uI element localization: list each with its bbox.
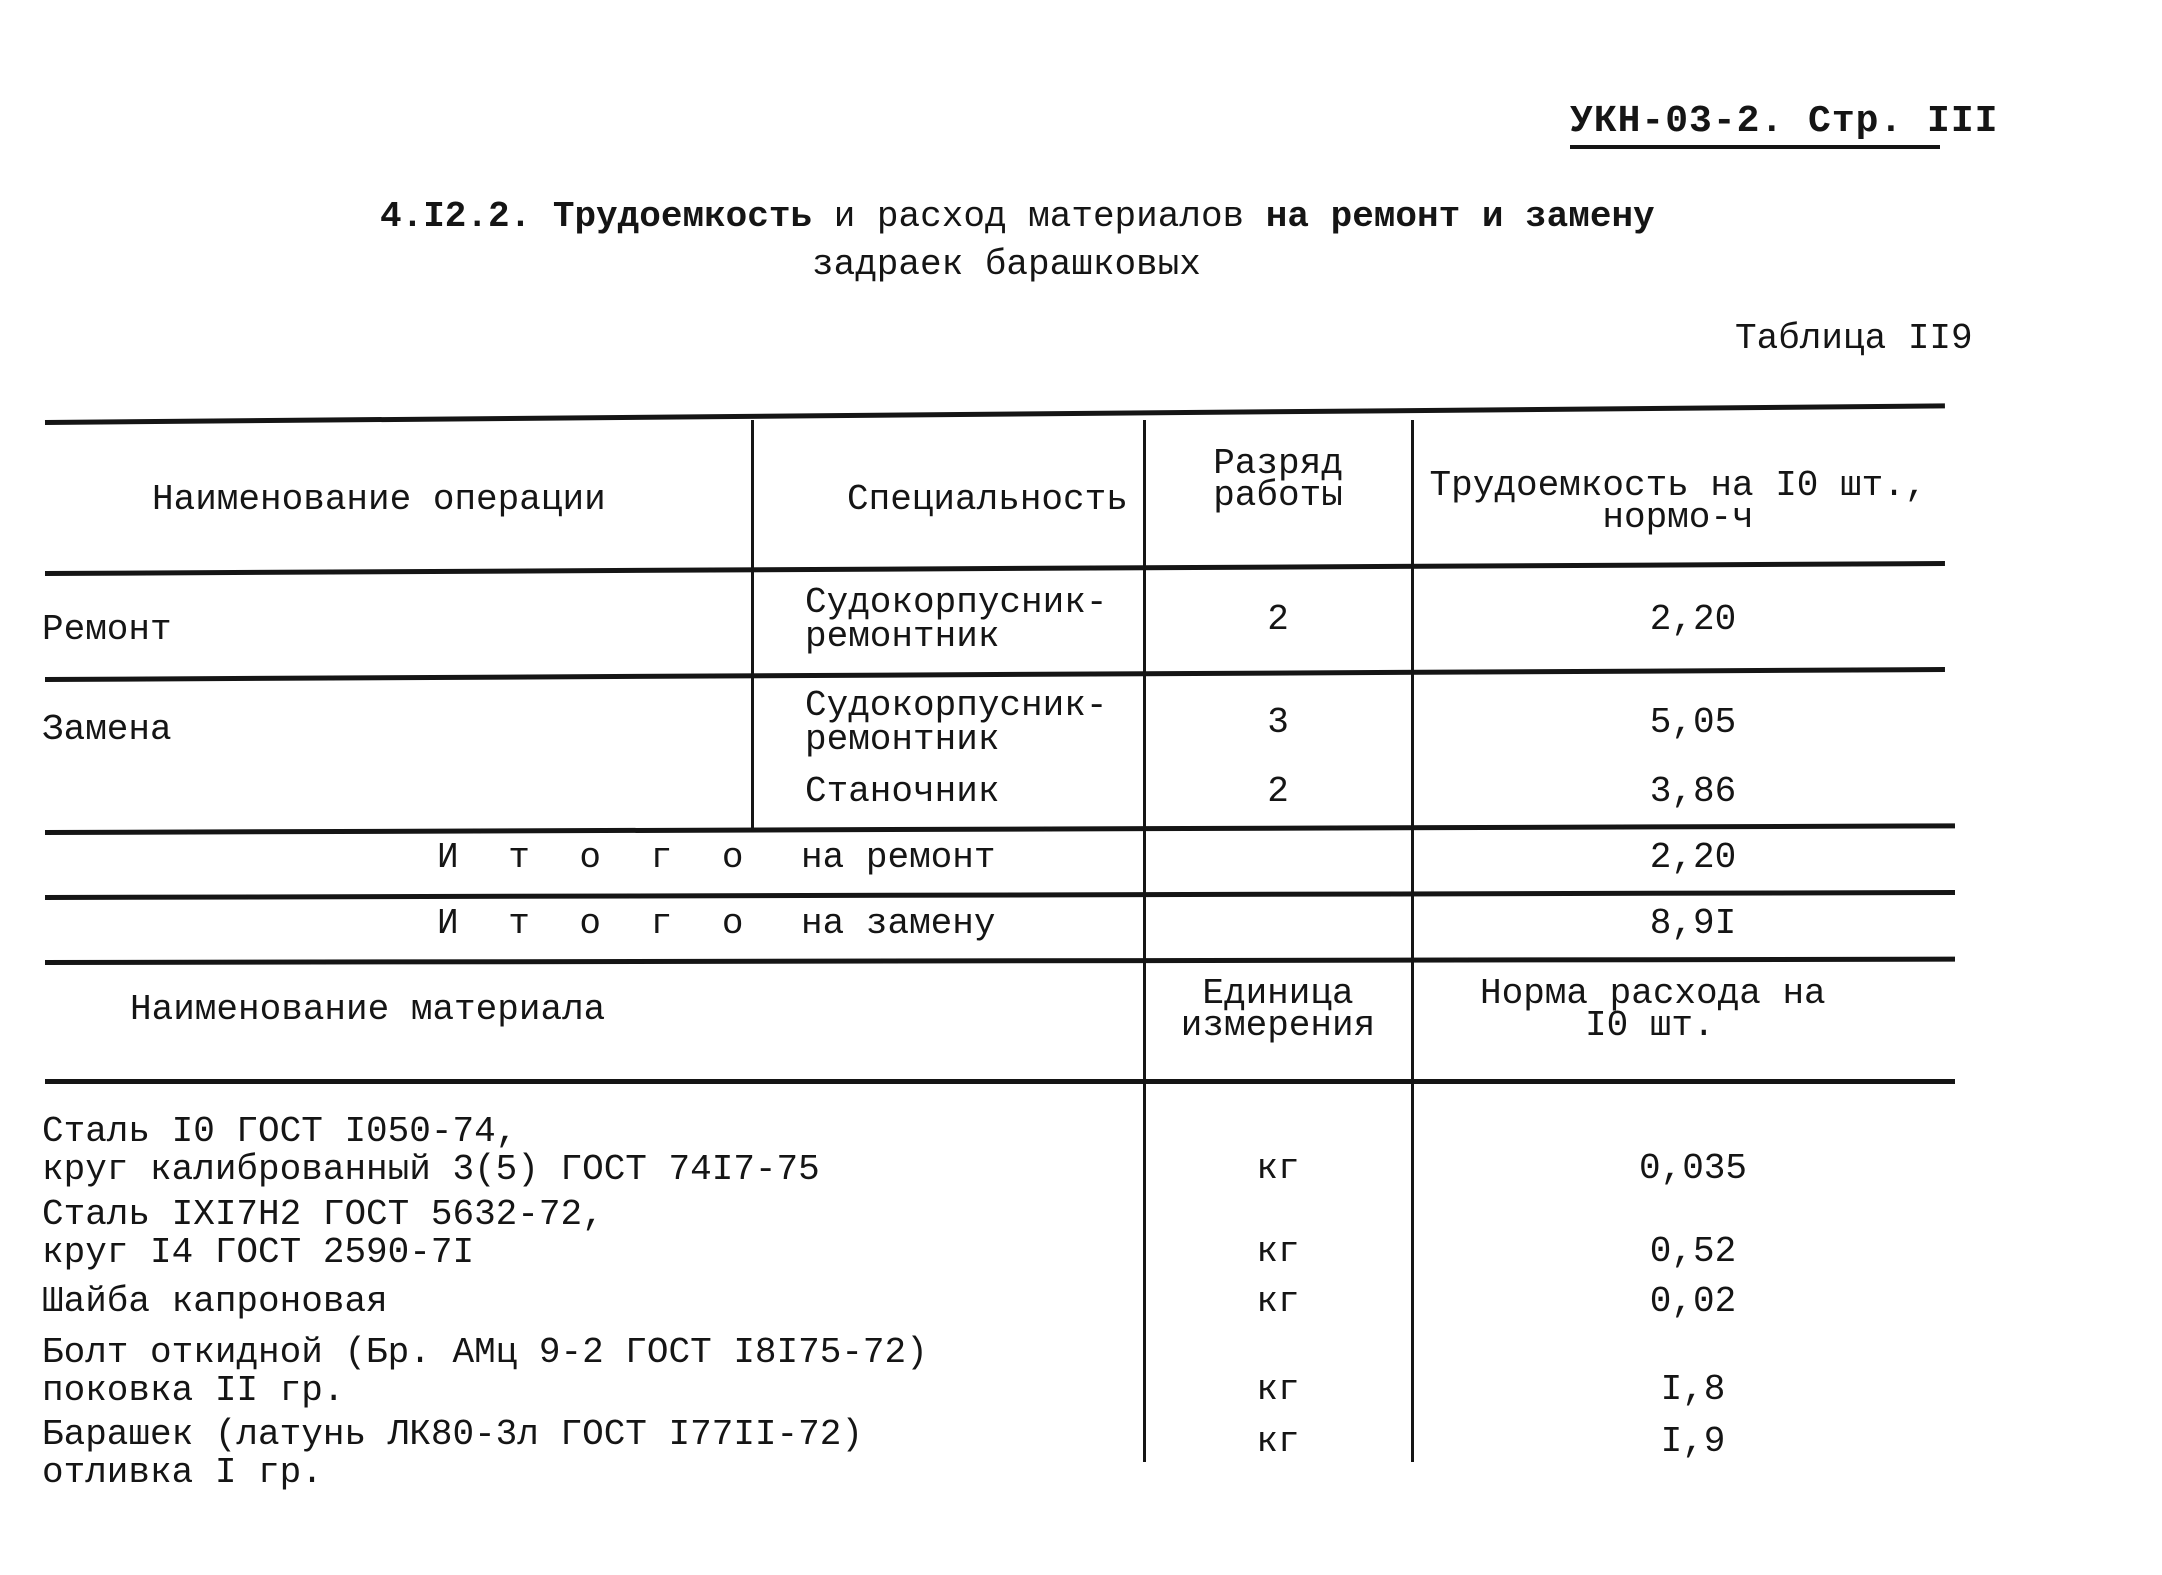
section-title-line2: задраек барашковых [812,244,1201,285]
section-number: 4.I2.2. [380,196,532,237]
material-row-2-line1: Сталь IXI7Н2 ГОСТ 5632-72, [42,1194,604,1235]
total-repair-label-spaced: И т о г о [437,837,758,878]
row-specialty-replace [805,685,1108,760]
header-specialty: Специальность [847,479,1128,520]
row-grade-replace: 3 [1267,702,1289,743]
material-row-4-norm: I,8 [1660,1369,1726,1410]
total2-bottom-rule [45,957,1955,965]
row1-bottom-rule [45,667,1945,682]
row-specialty-machinist: Станочник [805,771,1000,812]
row-specialty-replace-line1: Судокорпусник- [805,685,1108,726]
section-title [380,196,1655,237]
row-specialty-replace-line2: ремонтник [805,719,1000,760]
total-repair-label-rest: на ремонт [801,837,996,878]
col1-divider [751,420,754,830]
row-specialty-repair [805,582,1108,657]
row-labor-machinist: 3,86 [1649,771,1737,812]
row-specialty-repair-line1: Судокорпусник- [805,582,1108,623]
header-bottom-rule [45,561,1945,576]
row-labor-replace: 5,05 [1649,702,1737,743]
table-number: Таблица II9 [1735,318,1973,359]
header-grade-line1: Разряд [1213,443,1343,484]
material-row-1-unit: кг [1256,1148,1300,1189]
row-operation-repair: Ремонт [42,609,172,650]
material-row-4 [42,1334,928,1410]
material-row-2 [42,1196,604,1272]
material-row-4-unit: кг [1256,1369,1300,1410]
total-replace-value: 8,9I [1649,903,1737,944]
material-row-2-norm: 0,52 [1649,1231,1737,1272]
header-labor-line2: нормо-ч [1602,497,1754,538]
total-replace-label-rest: на замену [801,903,996,944]
total-repair-value: 2,20 [1649,837,1737,878]
material-row-5-line1: Барашек (латунь ЛК80-3л ГОСТ I77II-72) [42,1414,863,1455]
header-labor-line1: Трудоемкость на I0 шт., [1429,465,1927,506]
material-row-1 [42,1113,820,1189]
title-middle: и расход материалов [812,196,1266,237]
header-unit-line2: измерения [1180,1005,1376,1046]
header-operation: Наименование операции [152,479,606,520]
header-material: Наименование материала [130,989,606,1030]
material-row-3: Шайба капроновая [42,1281,388,1322]
header-grade-line2: работы [1213,475,1343,516]
row-grade-machinist: 2 [1267,771,1289,812]
header-norm [1480,973,1826,1046]
material-row-5-norm: I,9 [1660,1421,1726,1462]
material-row-1-line1: Сталь I0 ГОСТ I050-74, [42,1111,518,1152]
header-grade [1145,443,1411,516]
header-unit [1145,973,1411,1046]
row-labor-repair: 2,20 [1649,599,1737,640]
material-row-5-unit: кг [1256,1421,1300,1462]
materials-header-bottom-rule [45,1079,1955,1084]
material-row-3-norm: 0,02 [1649,1281,1737,1322]
table-top-rule [45,403,1945,425]
total1-bottom-rule [45,890,1955,900]
material-row-4-line2: поковка II гр. [42,1370,345,1411]
material-row-1-line2: круг калиброванный 3(5) ГОСТ 74I7-75 [42,1149,820,1190]
header-norm-line2: I0 шт. [1585,1005,1715,1046]
rows-bottom-rule [45,823,1955,835]
material-row-5 [42,1416,863,1492]
total-replace-label-spaced: И т о г о [437,903,758,944]
material-row-2-unit: кг [1256,1231,1300,1272]
header-norm-line1: Норма расхода на [1480,973,1826,1014]
title-bold-end: на ремонт и замену [1265,196,1655,237]
document-reference: УКН-03-2. Стр. III [1570,100,1940,149]
row-specialty-repair-line2: ремонтник [805,616,1000,657]
row-operation-replace: Замена [42,709,172,750]
row-grade-repair: 2 [1267,599,1289,640]
material-row-5-line2: отливка I гр. [42,1452,323,1493]
material-row-2-line2: круг I4 ГОСТ 2590-7I [42,1232,475,1273]
material-row-4-line1: Болт откидной (Бр. АМц 9-2 ГОСТ I8I75-72) [42,1332,928,1373]
title-bold-start: Трудоемкость [552,196,813,237]
total-replace-label [437,903,996,944]
material-row-1-norm: 0,035 [1638,1148,1748,1189]
material-row-3-unit: кг [1256,1281,1300,1322]
header-labor [1413,465,1943,538]
total-repair-label [437,837,996,878]
header-unit-line1: Единица [1202,973,1354,1014]
